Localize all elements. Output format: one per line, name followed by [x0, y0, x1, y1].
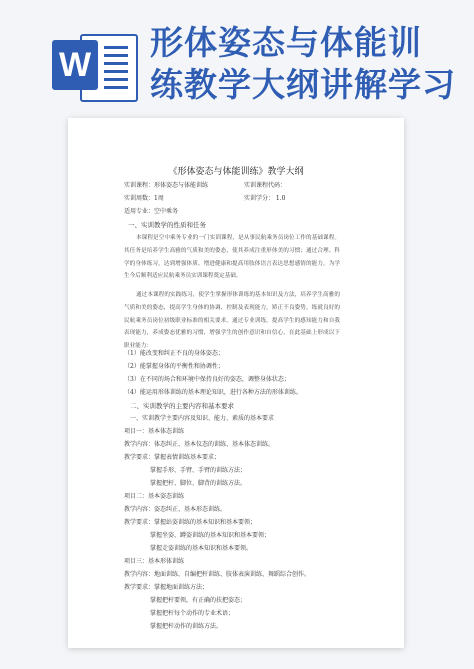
- project-requirement-item: 掌握坐姿、蹲姿训练的基本知识和基本要领；: [150, 532, 271, 539]
- ability-item: （3）在不同的场合和环境中保持良好的姿态，调整身体状态；: [124, 376, 290, 383]
- section-subheading: 一、实训教学主要内容及知识、能力、素质的基本要求: [130, 415, 275, 422]
- document-title: 《形体姿态与体能训练》教学大纲: [168, 167, 304, 177]
- header-banner: [0, 0, 474, 120]
- project-requirement: 教学要求：掌握表情训练基本要求；: [124, 454, 221, 461]
- paragraph-2: 通过本课程的实践练习，使学生掌握形体训练的基本知识及方法，培养学生高雅的气质和美的姿态，提高学生身体的协调、控制及表现能力，矫正不良姿势，练就良好的民航乘务员岗位初级职业标准的相关要求。通过专业训练，提高学生的感知能力和自我表现能力，养成姿态优雅的习惯，增强学生的创作意识和自信心，在此基础上形成以下职业能力：: [124, 292, 340, 350]
- ability-item: （2）能掌握身体的平衡性和协调性；: [124, 363, 224, 370]
- project-requirement: 教学要求：掌握站姿训练的基本知识和基本要领；: [124, 519, 257, 526]
- course-name: 实训课程：形体姿态与体能训练: [124, 182, 209, 189]
- banner-title: [150, 22, 470, 106]
- banner-title-line2: 练教学大纲讲解学习: [150, 65, 456, 104]
- paragraph-1: 本课程是空中乘务专业的一门实训课程，是从事民航乘务员岗位工作的基础课程。其任务是培养学生高雅的气质和美的姿态，使其养成注重形体美的习惯；通过合理、科学的身体练习，达到增强体质、增进健康和提高用肢体语言表达思想感情的能力，为学生今后顺利适应民航乘务员实训课程奠定基础。: [124, 235, 340, 280]
- banner-title-line1: 形体姿态与体能训: [150, 23, 422, 62]
- ability-item: （1）能改变和纠正不良的身体姿态；: [124, 350, 224, 357]
- word-document-icon: [52, 30, 134, 102]
- project-requirement-item: 掌握把杆、脚位、脚背的训练方法。: [150, 480, 247, 487]
- document-page: [68, 118, 404, 648]
- page-line: [104, 62, 128, 65]
- course-credits: 实训学分： 1.0: [244, 195, 286, 202]
- section-heading-2: 二、实训教学的主要内容和基本要求: [130, 402, 234, 410]
- section-heading-1: 一、实训教学的性质和任务: [128, 221, 206, 229]
- page-line: [104, 78, 128, 81]
- project-title: 项目三：基本形体训练: [124, 558, 185, 565]
- course-code: 实训课程代码：: [244, 182, 287, 189]
- project-title: 项目二：基本姿态训练: [124, 493, 185, 500]
- course-period: 实训周数：1周: [124, 195, 164, 202]
- project-requirement-item: 掌握把杆每个动作的专业术语；: [150, 610, 235, 617]
- page-line: [104, 54, 128, 57]
- project-requirement: 教学要求：掌握地面训练方法；: [124, 584, 209, 591]
- page-line: [104, 46, 128, 49]
- project-requirement-item: 掌握走姿训练的基本知识和基本要领。: [150, 545, 253, 552]
- project-content: 教学内容：地面训练、自编把杆训练、肢体表演训练、舞蹈综合创作。: [124, 571, 311, 578]
- project-requirement-item: 掌握把杆动作的训练方法。: [150, 623, 223, 630]
- project-content: 教学内容：姿态纠正、基本形态训练。: [124, 506, 227, 513]
- project-requirement-item: 掌握手形、手臂、手臂的训练方法；: [150, 467, 247, 474]
- course-major: 适用专业：空中乘务: [124, 208, 179, 215]
- page-line: [104, 86, 128, 89]
- project-requirement-item: 掌握把杆要领，有正确的扶把姿态；: [150, 597, 247, 604]
- page-line: [104, 70, 128, 73]
- ability-item: （4）能运用形体训练的基本理论知识，进行各种方法的形体训练。: [124, 389, 302, 396]
- project-content: 教学内容：体态纠正、基本仪态的训练、基本体态训练。: [124, 441, 275, 448]
- project-title: 项目一：基本体态训练: [124, 428, 185, 435]
- word-letter-badge: W: [52, 40, 98, 90]
- document-content: [68, 118, 404, 648]
